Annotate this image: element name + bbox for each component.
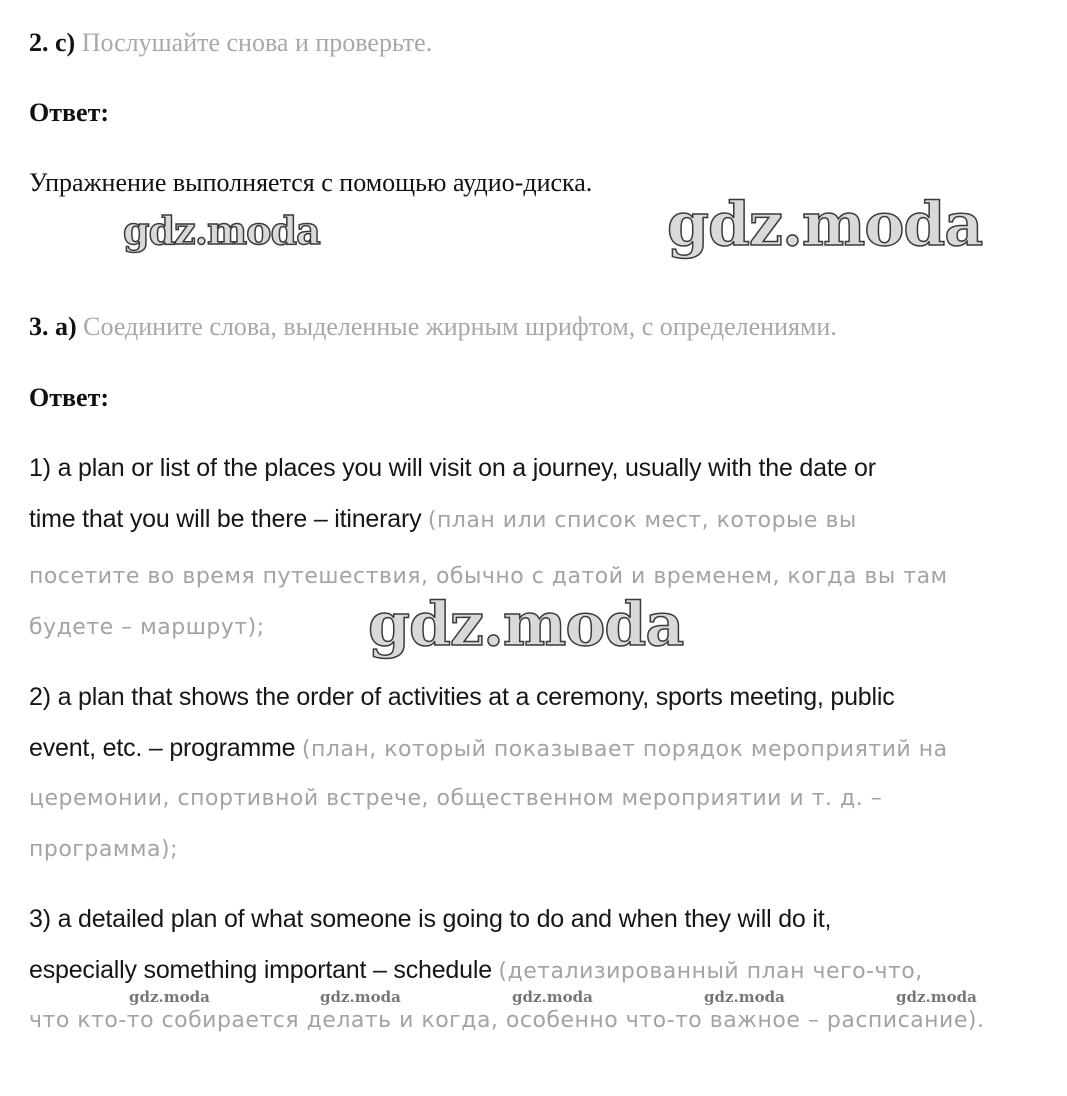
watermark-small: gdz.moda [704, 988, 785, 1006]
watermark-logo: gdz.moda [667, 190, 983, 260]
watermark-small: gdz.moda [512, 988, 593, 1006]
task-instruction: Соедините слова, выделенные жирным шрифтом, с определениями. [83, 312, 837, 341]
definition-1-line [29, 504, 857, 536]
task-3a-heading [29, 312, 837, 342]
definition-1-line: 1) a plan or list of the places you will visit on a journey, usually with the date or [29, 454, 876, 482]
definition-2-line: 2) a plan that shows the order of activities at a ceremony, sports meeting, public [29, 683, 895, 711]
translation-text: (план или список мест, которые вы [427, 508, 857, 533]
watermark-logo: gdz.moda [368, 590, 684, 660]
definition-2-line [29, 733, 948, 765]
translation-line: церемонии, спортивной встрече, общественном мероприятии и т. д. – [29, 786, 883, 811]
watermark-small: gdz.moda [129, 988, 210, 1006]
definition-text: especially something important – schedule [29, 956, 492, 984]
definition-text: event, etc. – programme [29, 734, 296, 762]
translation-text: (детализированный план чего-что, [498, 959, 923, 984]
definition-3-line: 3) a detailed plan of what someone is going to do and when they will do it, [29, 905, 832, 933]
translation-line: программа); [29, 837, 178, 862]
watermark-small: gdz.moda [320, 988, 401, 1006]
task-instruction: Послушайте снова и проверьте. [81, 28, 433, 57]
translation-text: (план, который показывает порядок мероприятий на [301, 737, 948, 762]
translation-line: что кто-то собирается делать и когда, особенно что-то важное – расписание). [29, 1008, 985, 1033]
answer-label: Ответ: [29, 98, 110, 127]
translation-line: посетите во время путешествия, обычно с датой и временем, когда вы там [29, 564, 948, 589]
definition-3-line [29, 955, 923, 987]
watermark-small: gdz.moda [896, 988, 977, 1006]
task-number: 3. a) [29, 312, 77, 341]
task-number: 2. c) [29, 28, 76, 57]
translation-line: будете – маршрут); [29, 615, 265, 640]
definition-text: time that you will be there – itinerary [29, 505, 422, 533]
answer-label: Ответ: [29, 383, 110, 412]
answer-text: Упражнение выполняется с помощью аудио-диска. [29, 168, 593, 197]
watermark-logo: gdz.moda [123, 208, 320, 253]
task-2c-heading [29, 28, 432, 58]
